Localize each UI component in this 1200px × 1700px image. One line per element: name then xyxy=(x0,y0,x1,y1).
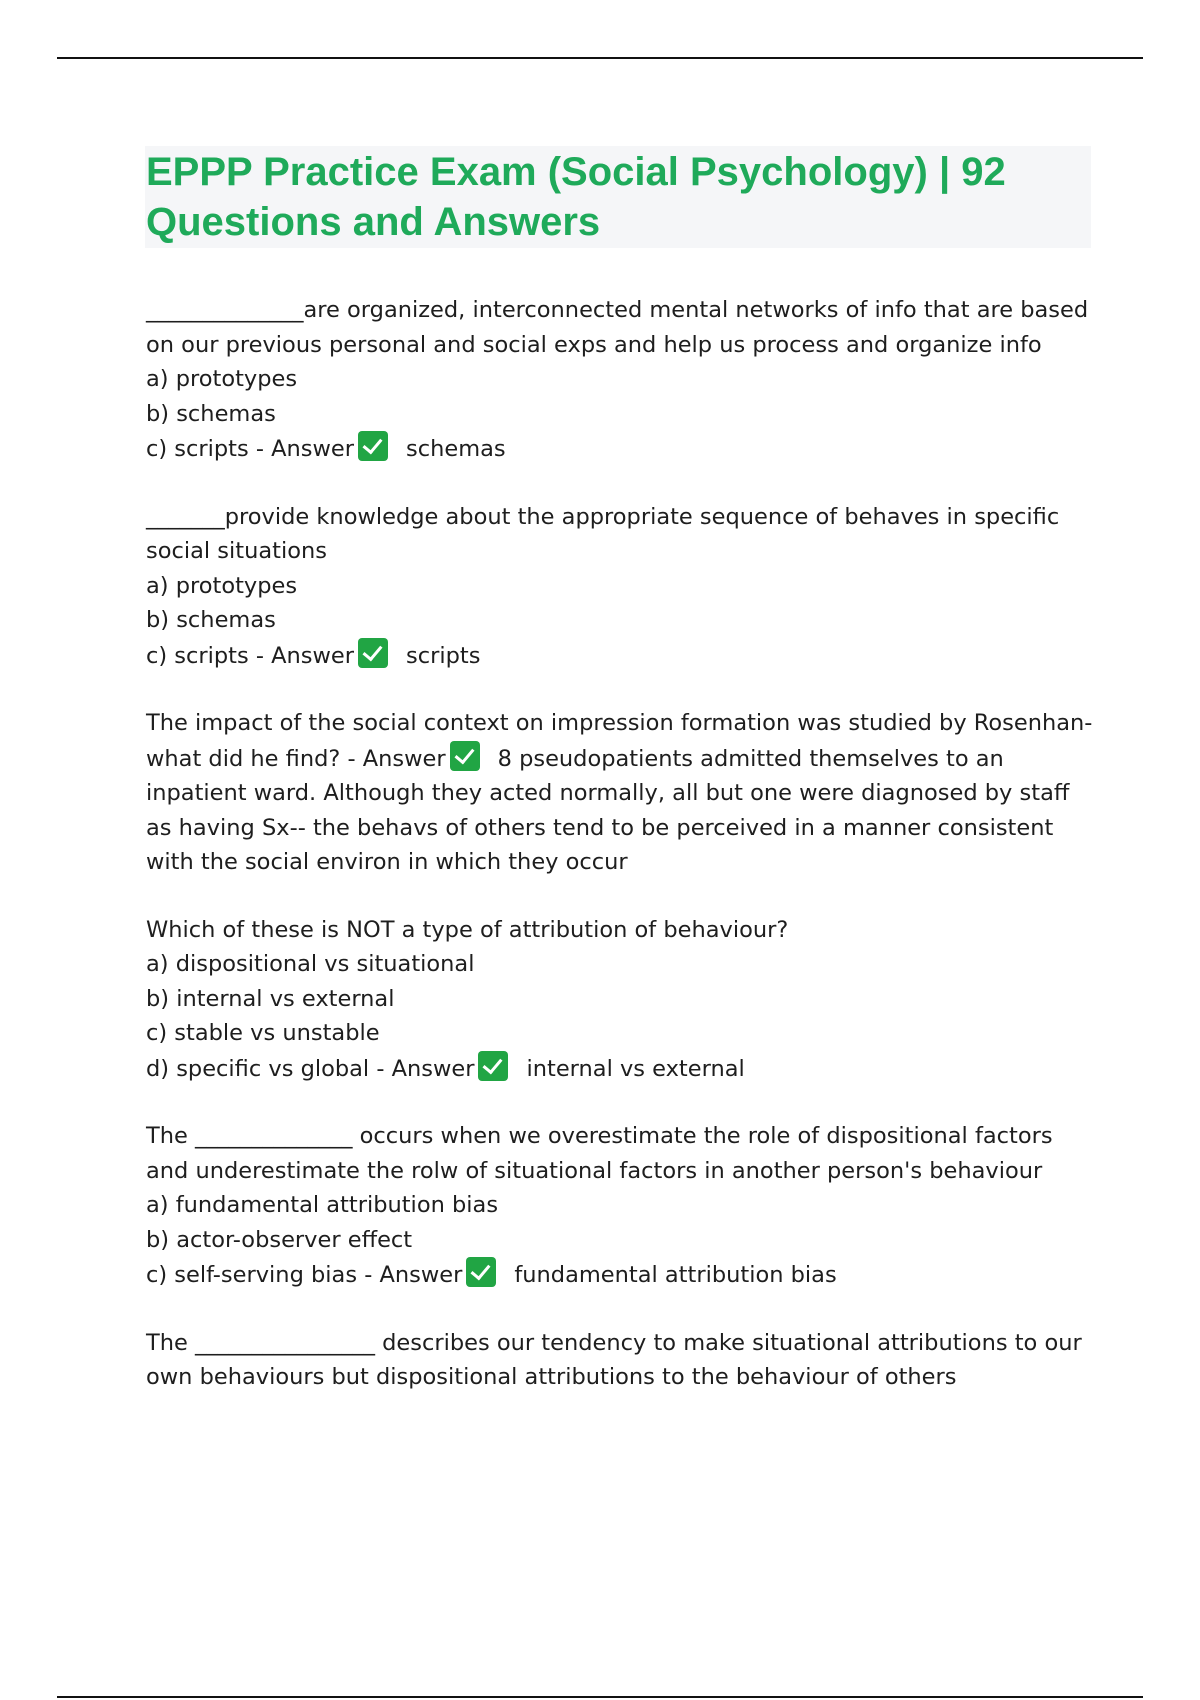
option-with-answer xyxy=(146,1257,1096,1293)
option: c) scripts - Answer xyxy=(146,642,355,669)
check-mark-icon xyxy=(450,741,480,771)
answer-text: 8 pseudopatients admitted themselves to an inpatient ward. Although they acted normally, all but one were diagnosed by staff as having Sx-- the behavs of others tend to be perceived in a manner consistent with the social environ in which they occur xyxy=(146,745,1077,875)
option-with-answer xyxy=(146,431,1096,467)
question-prompt: _______provide knowledge about the appropriate sequence of behaves in specific social situations xyxy=(146,503,1067,564)
question-3 xyxy=(146,706,1096,880)
question-prompt: The impact of the social context on impression formation was studied by Rosenhan-what did he find? - Answer xyxy=(146,710,1093,772)
option-with-answer xyxy=(146,1051,1096,1087)
question-5 xyxy=(146,1119,1096,1293)
question-list xyxy=(146,293,1096,1428)
top-rule xyxy=(57,57,1143,59)
option: b) schemas xyxy=(146,400,276,427)
document-title: EPPP Practice Exam (Social Psychology) | 92 Questions and Answers xyxy=(146,150,1006,244)
answer-text: schemas xyxy=(406,436,506,462)
check-mark-icon xyxy=(478,1051,508,1081)
question-6 xyxy=(146,1326,1096,1395)
answer-text: scripts xyxy=(406,642,481,669)
option: b) actor-observer effect xyxy=(146,1226,413,1253)
bottom-rule xyxy=(57,1696,1143,1698)
check-mark-icon xyxy=(358,638,388,668)
option: c) stable vs unstable xyxy=(146,1020,380,1046)
option-with-answer xyxy=(146,638,1096,674)
option: d) specific vs global - Answer xyxy=(146,1055,475,1082)
option: c) self-serving bias - Answer xyxy=(146,1262,463,1288)
question-prompt: ______________are organized, interconnected mental networks of info that are based on our previous personal and social exps and help us process and organize info xyxy=(146,297,1096,358)
option: b) schemas xyxy=(146,607,276,633)
check-mark-icon xyxy=(358,431,388,461)
option: a) dispositional vs situational xyxy=(146,951,475,977)
title-banner xyxy=(145,146,1091,248)
question-prompt: The ________________ describes our tendency to make situational attributions to our own behaviours but dispositional attributions to the behaviour of others xyxy=(146,1329,1089,1390)
option: a) prototypes xyxy=(146,572,298,599)
question-1 xyxy=(146,293,1096,467)
option: b) internal vs external xyxy=(146,985,395,1012)
question-4 xyxy=(146,913,1096,1087)
question-with-answer xyxy=(146,706,1096,880)
question-prompt: The ______________ occurs when we overestimate the role of dispositional factors and underestimate the rolw of situational factors in another person's behaviour xyxy=(146,1123,1060,1184)
question-2 xyxy=(146,500,1096,674)
answer-text: fundamental attribution bias xyxy=(514,1262,837,1288)
answer-text: internal vs external xyxy=(526,1055,745,1082)
option: c) scripts - Answer xyxy=(146,436,355,462)
option: a) prototypes xyxy=(146,366,298,392)
check-mark-icon xyxy=(466,1257,496,1287)
option: a) fundamental attribution bias xyxy=(146,1192,499,1218)
question-prompt: Which of these is NOT a type of attribution of behaviour? xyxy=(146,916,789,943)
